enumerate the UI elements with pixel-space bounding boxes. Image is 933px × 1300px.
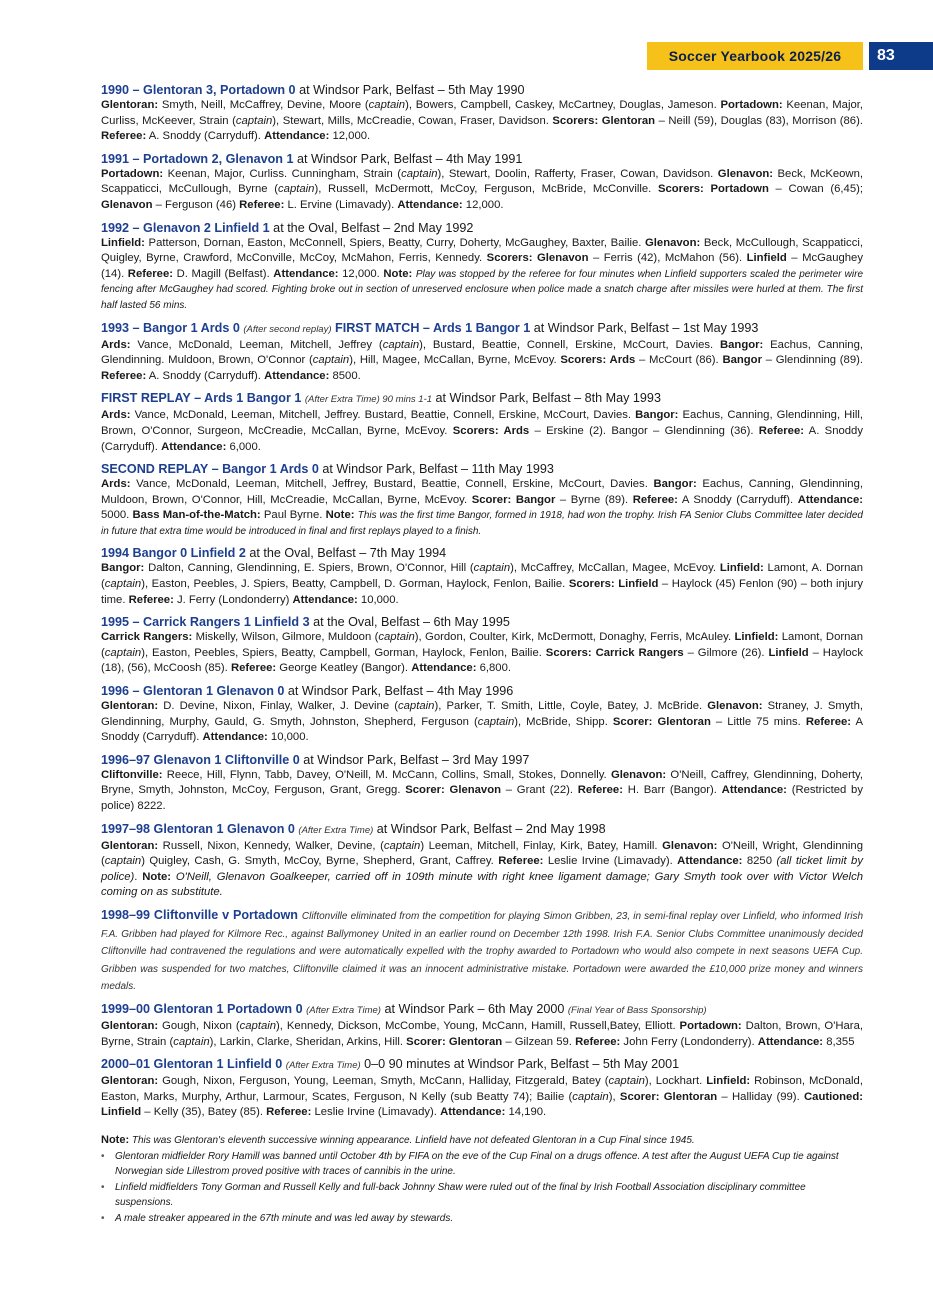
notes-section xyxy=(101,1133,863,1226)
detail-label: Attendance: xyxy=(440,1106,506,1119)
detail-text: Beck, McKeown, Scappaticci, McCullough, Byrne ( xyxy=(101,167,864,196)
detail-italic: captain xyxy=(312,354,350,367)
detail-italic: captain xyxy=(398,700,435,713)
detail-text: Vance, McDonald, Leeman, Mitchell, Jeffrey, Bustard, Beattie, Connell, Erskine, McCourt, Davies. xyxy=(130,478,654,491)
detail-label: Portadown: xyxy=(101,167,164,180)
detail-label: Attendance: xyxy=(161,440,227,453)
detail-label: Attendance: xyxy=(721,784,787,797)
detail-italic: captain xyxy=(608,1075,645,1088)
detail-label: Referee: xyxy=(577,784,623,797)
entry-heading xyxy=(101,1056,863,1074)
detail-label: Scorer: Bangor xyxy=(471,493,556,506)
detail-italic: O'Neill, Glenavon Goalkeeper, carried off in 109th minute with right knee ligament damage; Gary Smyth took over with Victor Welch coming on as substitute. xyxy=(101,870,863,899)
heading-text: at Windsor Park, Belfast – 4th May 1991 xyxy=(293,151,523,166)
entry-heading xyxy=(101,151,863,167)
match-result: 1997–98 Glentoran 1 Glenavon 0 xyxy=(101,821,295,836)
detail-text: – Gilmore (26). xyxy=(683,646,769,659)
entry-heading xyxy=(101,752,863,768)
detail-italic: captain xyxy=(383,839,421,852)
detail-text: (Restricted by police) 8222. xyxy=(101,784,863,812)
detail-text: Robinson, McDonald, Easton, Marks, Murphy, Arthur, Larmour, Scates, Ferguson, N Kelly (sub Beatty 74); Bailie ( xyxy=(101,1075,863,1103)
detail-text: 12,000. xyxy=(338,267,384,280)
entry-heading xyxy=(101,907,863,995)
entry-details xyxy=(101,236,863,314)
detail-text: – Halliday (99). xyxy=(717,1090,804,1103)
heading-note: (After Extra Time) xyxy=(298,824,374,836)
entry-details xyxy=(101,98,863,145)
detail-text: George Keatley (Bangor). xyxy=(276,662,412,675)
detail-label: Referee: xyxy=(239,198,285,211)
detail-text: Reece, Hill, Flynn, Tabb, Davey, O'Neill, M. McCann, Collins, Small, Stokes, Donnelly. xyxy=(162,768,611,781)
heading-text: at Windsor Park, Belfast – 4th May 1996 xyxy=(284,684,514,699)
detail-text: – Neill (59), Douglas (83), Morrison (86). xyxy=(655,114,863,127)
detail-label: Ards: xyxy=(101,409,131,422)
detail-text: Leslie Irvine (Limavady). xyxy=(543,855,678,868)
detail-label: Ards: xyxy=(101,338,131,351)
detail-text: ), Stewart, Doolin, Rafferty, Fraser, Cowan, Davidson. xyxy=(437,167,718,180)
detail-text: John Ferry (Londonderry). xyxy=(620,1035,758,1048)
detail-label: Bangor: xyxy=(635,409,679,422)
detail-label: Linfield: xyxy=(734,631,779,644)
detail-label: Note: xyxy=(325,509,355,522)
heading-note: (After Extra Time) xyxy=(285,1060,361,1072)
detail-text: Keenan, Major, Curliss, McKeever, Strain ( xyxy=(101,99,864,127)
detail-italic: captain xyxy=(572,1090,609,1103)
match-result: 1999–00 Glentoran 1 Portadown 0 xyxy=(101,1001,303,1016)
detail-text: Vance, McDonald, Leeman, Mitchell, Jeffrey. Bustard, Beattie, Connell, Erskine, McCourt, Davies. xyxy=(130,409,636,422)
detail-text: J. Ferry (Londonderry) xyxy=(173,593,293,606)
detail-text: A. Snoddy (Carryduff). xyxy=(146,369,265,382)
entry-heading xyxy=(101,82,863,98)
detail-text: ), Parker, T. Smith, Little, Coyle, Batey, J. McBride. xyxy=(434,700,708,713)
match-result: 1993 – Bangor 1 Ards 0 xyxy=(101,320,240,335)
detail-text: Patterson, Dornan, Easton, McConnell, Spiers, Beatty, Curry, Doherty, McGaughey, Baxter, Bailie. xyxy=(144,236,645,249)
detail-text: – Haylock (18), (56), McCoosh (85). xyxy=(101,646,863,675)
detail-text: Lamont, A. Dornan ( xyxy=(101,562,864,591)
detail-label: Attendance: xyxy=(397,198,463,211)
entry-heading xyxy=(101,1001,863,1019)
detail-label: Linfield: xyxy=(706,1075,751,1088)
note-text: This was Glentoran's eleventh successive winning appearance. Linfield have not defeated Glentoran in a Cup Final since 1945. xyxy=(131,1134,695,1146)
heading-note: (After Extra Time) xyxy=(306,1004,381,1016)
detail-label: Bangor: xyxy=(653,478,697,491)
detail-label: Referee: xyxy=(128,593,174,606)
entry-details xyxy=(101,338,863,385)
detail-italic: captain xyxy=(477,715,515,728)
detail-text: Beck, McCullough, Scappaticci, Quigley, Byrne, Crawford, McConville, McCoy, McMahon, Ferris, Kennedy. xyxy=(101,236,863,265)
cup-final-entries xyxy=(101,82,863,1121)
detail-italic: (all ticket limit by police) xyxy=(101,855,863,883)
match-result: 1996 – Glentoran 1 Glenavon 0 xyxy=(101,684,285,699)
detail-text: ), xyxy=(608,1090,620,1103)
header-title: Soccer Yearbook 2025/26 xyxy=(647,42,863,70)
heading-note: (After second replay) xyxy=(243,323,332,335)
detail-italic: captain xyxy=(235,114,273,127)
detail-text: – Kelly (35), Batey (85). xyxy=(141,1106,267,1119)
detail-text: Lamont, Dornan ( xyxy=(101,631,863,659)
detail-note: Play was stopped by the referee for four minutes when Linfield supporters scaled the perimeter wire fencing after McGaughey had scored. Fighting broke out in section of unreserved enclosure when police made a snatch charge after missiles were hurled at them. The first half lasted 56 mins. xyxy=(101,268,864,311)
match-result: 2000–01 Glentoran 1 Linfield 0 xyxy=(101,1057,283,1072)
detail-text: A Snoddy (Carryduff). xyxy=(101,715,864,744)
cup-final-entry xyxy=(101,82,863,145)
match-result: FIRST MATCH – Ards 1 Bangor 1 xyxy=(335,320,531,335)
entry-details xyxy=(101,477,863,539)
detail-label: Referee: xyxy=(805,715,852,728)
detail-label: Referee: xyxy=(101,369,147,382)
detail-text: Dalton, Canning, Glendinning, E. Spiers, Brown, O'Connor, Hill ( xyxy=(144,562,474,575)
heading-text: at Windsor Park, Belfast – 5th May 1990 xyxy=(295,83,525,97)
detail-label: Ards: xyxy=(101,478,131,491)
detail-text: Gough, Nixon, Ferguson, Young, Leeman, Smyth, McCann, Halliday, Fitzgerald, Batey ( xyxy=(158,1075,609,1088)
detail-text: ) Leeman, Mitchell, Finlay, Kirk, Batey, Hamill. xyxy=(420,839,663,852)
detail-text: – Glendinning (89). xyxy=(761,354,863,367)
detail-text: ), Easton, Peebles, Spiers, Beatty, Campbell, Gorman, Haylock, Fenlon, Bailie. xyxy=(141,646,546,659)
detail-label: Linfield xyxy=(746,252,787,265)
detail-italic: captain xyxy=(239,1019,277,1032)
detail-label: Bass Man-of-the-Match: xyxy=(132,509,261,522)
cup-final-entry xyxy=(101,821,863,901)
heading-note: Cliftonville eliminated from the competition for playing Simon Gribben, 23, in semi-final replay over Linfield, who informed Irish F.A. Gribben had played for Kilmore Rec., against Ballymoney United in an earlier round on December 12th 1998. Irish F.A. Senior Clubs Committee unanimously decided Cliftonville had contravened the regulations and were automatically expelled with the trophy awarded to Portadown who would also compete in next seasons UEFA Cup. Gribben was suspended for two matches, Cliftonville claimed it was an innocent administrative mistake. Portadown were awarded the £10,000 prize money and winners medals. xyxy=(101,910,864,993)
detail-label: Glenavon: xyxy=(645,236,701,249)
entry-details xyxy=(101,839,863,901)
detail-text: ), Russell, McDermott, McCoy, Ferguson, McBride, McConville. xyxy=(314,183,658,196)
heading-text: at the Oval, Belfast – 6th May 1995 xyxy=(309,615,510,630)
detail-label: Attendance: xyxy=(797,493,864,506)
cup-final-entry xyxy=(101,390,863,455)
detail-label: Glenavon: xyxy=(707,700,763,713)
detail-text: – Cowan (6,45); xyxy=(768,183,864,196)
heading-text: at Windsor Park, Belfast – 11th May 1993 xyxy=(318,462,554,477)
main-content xyxy=(101,82,863,1227)
match-result: 1994 Bangor 0 Linfield 2 xyxy=(101,546,246,561)
detail-label: Glentoran: xyxy=(101,839,159,852)
entry-heading xyxy=(101,461,863,477)
detail-text: A. Snoddy (Carryduff). xyxy=(101,424,863,453)
detail-italic: captain xyxy=(278,183,315,196)
detail-label: Scorers: Ards xyxy=(560,354,636,367)
detail-text: ), McBride, Shipp. xyxy=(514,715,613,728)
entry-heading xyxy=(101,545,863,561)
detail-text: 8500. xyxy=(329,369,361,382)
match-result: SECOND REPLAY – Bangor 1 Ards 0 xyxy=(101,462,319,477)
detail-text: Gough, Nixon ( xyxy=(158,1019,240,1032)
detail-label: Bangor xyxy=(722,354,762,367)
entry-heading xyxy=(101,320,863,338)
detail-label: Glenavon xyxy=(101,198,153,211)
detail-text: ), Larkin, Clarke, Sheridan, Arkins, Hill. xyxy=(209,1035,407,1048)
match-result: 1995 – Carrick Rangers 1 Linfield 3 xyxy=(101,615,310,630)
detail-text: ), Easton, Peebles, J. Spiers, Beatty, Campbell, D. Gorman, Haylock, Fenlon, Bailie. xyxy=(141,578,569,591)
detail-text: L. Ervine (Limavady). xyxy=(284,198,398,211)
detail-label: Referee: xyxy=(498,855,544,868)
detail-label: Glentoran: xyxy=(101,1019,159,1032)
detail-text: Paul Byrne. xyxy=(260,509,326,522)
detail-text: D. Magill (Belfast). xyxy=(173,267,274,280)
detail-text: 12,000. xyxy=(462,198,504,211)
detail-text: Russell, Nixon, Kennedy, Walker, Devine, ( xyxy=(158,839,384,852)
match-result: 1992 – Glenavon 2 Linfield 1 xyxy=(101,220,270,235)
detail-label: Referee: xyxy=(632,493,678,506)
detail-label: Referee: xyxy=(575,1035,621,1048)
detail-text: ), McCaffrey, McCallan, Magee, McEvoy. xyxy=(510,562,720,575)
detail-label: Bangor: xyxy=(101,562,145,575)
detail-label: Portadown: xyxy=(679,1019,742,1032)
detail-label: Bangor: xyxy=(719,338,764,351)
detail-note: This was the first time Bangor, formed in 1918, had won the trophy. Irish FA Senior Clubs Committee later decided in future that extra time would be introduced in final and first replays played to a finish. xyxy=(101,510,863,537)
entry-heading xyxy=(101,390,863,408)
detail-label: Attendance: xyxy=(411,662,477,675)
cup-final-entry xyxy=(101,220,863,314)
heading-text: at Windsor Park, Belfast – 3rd May 1997 xyxy=(299,752,530,767)
detail-text: – Haylock (45) Fenlon (90) – both injury time. xyxy=(101,578,864,606)
detail-label: Attendance: xyxy=(273,267,339,280)
detail-text: ), Lockhart. xyxy=(644,1075,707,1088)
detail-label: Scorers: Linfield xyxy=(568,578,659,591)
note-bullet: • Linfield midfielders Tony Gorman and Russell Kelly and full-back Johnny Shaw were ruled out of the final by Irish Football Association disciplinary committee suspensions. xyxy=(101,1180,863,1210)
detail-label: Cautioned: Linfield xyxy=(101,1090,863,1119)
detail-text: 6,800. xyxy=(476,662,512,675)
detail-text: – McCourt (86). xyxy=(635,354,723,367)
detail-text: Dalton, Brown, O'Hara, Byrne, Strain ( xyxy=(101,1019,863,1048)
detail-text: ) Quigley, Cash, G. Smyth, McCoy, Byrne, Shepherd, Grant, Caffrey. xyxy=(141,855,499,868)
match-result: 1990 – Glentoran 3, Portadown 0 xyxy=(101,83,296,97)
detail-text: – Gilzean 59. xyxy=(502,1035,576,1048)
heading-text: at Windsor Park, Belfast – 2nd May 1998 xyxy=(373,821,606,836)
detail-text: H. Barr (Bangor). xyxy=(622,784,722,797)
detail-label: Linfield xyxy=(768,646,809,659)
detail-label: Referee: xyxy=(127,267,174,280)
detail-label: Referee: xyxy=(758,424,804,437)
page-header xyxy=(647,42,933,70)
entry-heading xyxy=(101,220,863,236)
detail-label: Portadown: xyxy=(720,99,783,111)
detail-text: 10,000. xyxy=(357,593,399,606)
detail-text: Eachus, Canning, Glendinning, Hill, Brown, O'Connor, Surgeon, McCreadie, McCallan, Byrne, McEvoy. xyxy=(101,409,863,437)
detail-label: Referee: xyxy=(230,662,277,675)
cup-final-entry xyxy=(101,320,863,385)
detail-text: O'Neill, Caffrey, Glendinning, Doherty, Bryne, Smyth, Johnston, McCoy, Ferguson, Grant, Gregg. xyxy=(101,768,863,797)
note-label: Note: xyxy=(101,1133,130,1146)
detail-text: ), Stewart, Mills, McCreadie, Cowan, Fraser, Davidson. xyxy=(272,114,553,127)
detail-text: – Ferguson (46) xyxy=(152,198,240,211)
detail-text: ), Bowers, Campbell, Caskey, McCartney, Douglas, Jameson. xyxy=(405,99,721,111)
detail-label: Scorer: Glentoran xyxy=(406,1035,503,1048)
detail-text: . xyxy=(134,870,143,883)
detail-italic: captain xyxy=(401,167,438,180)
page-number: 83 xyxy=(869,42,933,70)
detail-italic: captain xyxy=(378,631,415,644)
entry-details xyxy=(101,768,863,815)
heading-text: at Windsor Park, Belfast – 8th May 1993 xyxy=(432,391,661,406)
detail-label: Attendance: xyxy=(292,593,358,606)
detail-label: Referee: xyxy=(266,1106,312,1119)
detail-text: Eachus, Canning, Glendinning, Muldoon, Brown, O'Connor, Hill, McCreadie, McCallan, Byrne, McEvoy. xyxy=(101,478,863,506)
detail-text: ), Kennedy, Dickson, McCombe, Young, McCann, Hamill, Russell,Batey, Elliott. xyxy=(276,1019,680,1032)
detail-label: Note: xyxy=(383,267,413,280)
detail-text: 14,190. xyxy=(505,1106,547,1119)
detail-label: Note: xyxy=(142,870,172,883)
detail-text: – Grant (22). xyxy=(501,784,578,797)
detail-label: Carrick Rangers: xyxy=(101,631,193,644)
cup-final-entry xyxy=(101,907,863,995)
cup-final-entry xyxy=(101,752,863,815)
detail-label: Scorer: Glentoran xyxy=(612,715,711,728)
entry-details xyxy=(101,699,863,746)
cup-final-entry xyxy=(101,1056,863,1121)
entry-details xyxy=(101,1074,863,1121)
detail-text: Smyth, Neill, McCaffrey, Devine, Moore ( xyxy=(158,99,369,111)
heading-text: at the Oval, Belfast – 7th May 1994 xyxy=(245,546,447,561)
cup-final-entry xyxy=(101,683,863,746)
detail-text: – Ferris (42), McMahon (56). xyxy=(588,252,747,265)
detail-text: Miskelly, Wilson, Gilmore, Muldoon ( xyxy=(192,631,379,644)
detail-text: 8,355 xyxy=(823,1035,855,1048)
detail-text: – Erskine (2). Bangor – Glendinning (36). xyxy=(529,424,759,437)
detail-text: A. Snoddy (Carryduff). xyxy=(146,130,265,143)
detail-label: Scorers: Carrick Rangers xyxy=(545,646,684,659)
cup-final-entry xyxy=(101,545,863,608)
detail-text: A Snoddy (Carryduff). xyxy=(677,493,798,506)
detail-text: – Byrne (89). xyxy=(555,493,633,506)
detail-label: Glenavon: xyxy=(610,768,667,781)
detail-italic: captain xyxy=(173,1035,210,1048)
note-bullet: • Glentoran midfielder Rory Hamill was banned until October 4th by FIFA on the eve of the Cup Final on a drugs offence. A test after the August UEFA Cup tie against Norwegian side Lillestrom proved positive with traces of cannibis in the urine. xyxy=(101,1149,863,1179)
cup-final-entry xyxy=(101,151,863,214)
detail-label: Attendance: xyxy=(264,369,330,382)
cup-final-entry xyxy=(101,461,863,539)
detail-label: Attendance: xyxy=(677,855,743,868)
detail-text: ), Bustard, Beattie, Connell, Erskine, McCourt, Davies. xyxy=(419,338,720,351)
detail-label: Attendance: xyxy=(757,1035,824,1048)
entry-details xyxy=(101,167,863,214)
entry-details xyxy=(101,561,863,608)
detail-label: Scorers: Portadown xyxy=(657,183,769,196)
heading-note: (After Extra Time) 90 mins 1-1 xyxy=(304,394,433,406)
match-result: FIRST REPLAY – Ards 1 Bangor 1 xyxy=(101,391,302,406)
detail-italic: captain xyxy=(473,562,511,575)
note-line xyxy=(101,1133,863,1148)
notes-list xyxy=(101,1149,863,1226)
entry-heading xyxy=(101,614,863,630)
detail-italic: captain xyxy=(368,99,406,111)
detail-text: ), Gordon, Coulter, Kirk, McDermott, Donaghy, Ferris, McAuley. xyxy=(414,631,735,644)
detail-label: Referee: xyxy=(101,130,147,143)
detail-italic: captain xyxy=(104,855,142,868)
detail-label: Scorer: Glenavon xyxy=(405,784,502,797)
detail-text: 5000. xyxy=(101,509,133,522)
detail-label: Glentoran: xyxy=(101,700,159,713)
detail-text: O'Neill, Wright, Glendinning ( xyxy=(101,839,863,868)
detail-label: Scorer: Glentoran xyxy=(619,1090,718,1103)
heading-text: 0–0 90 minutes at Windsor Park, Belfast – 5th May 2001 xyxy=(360,1057,680,1072)
entry-details xyxy=(101,408,863,455)
detail-label: Linfield: xyxy=(101,236,145,249)
detail-text: Leslie Irvine (Limavady). xyxy=(311,1106,441,1119)
heading-note: (Final Year of Bass Sponsorship) xyxy=(567,1004,707,1016)
detail-text: ), Hill, Magee, McCallan, Byrne, McEvoy. xyxy=(349,354,561,367)
note-bullet: • A male streaker appeared in the 67th minute and was led away by stewards. xyxy=(101,1211,863,1226)
heading-text: at the Oval, Belfast – 2nd May 1992 xyxy=(269,220,474,235)
detail-text: D. Devine, Nixon, Finlay, Walker, J. Devine ( xyxy=(158,700,398,713)
detail-italic: captain xyxy=(382,338,420,351)
detail-label: Glenavon: xyxy=(662,839,718,852)
entry-details xyxy=(101,630,863,677)
detail-label: Linfield: xyxy=(719,562,764,575)
entry-heading xyxy=(101,683,863,699)
detail-label: Attendance: xyxy=(264,130,330,143)
detail-text: 12,000. xyxy=(329,130,371,143)
detail-label: Attendance: xyxy=(202,731,268,744)
match-result: 1996–97 Glenavon 1 Cliftonville 0 xyxy=(101,752,300,767)
detail-text: 8250 xyxy=(742,855,777,868)
detail-label: Glentoran: xyxy=(101,99,159,111)
cup-final-entry xyxy=(101,614,863,677)
detail-label: Glenavon: xyxy=(717,167,774,180)
detail-text: Eachus, Canning, Glendinning. Muldoon, Brown, O'Connor ( xyxy=(101,338,864,367)
detail-text: 6,000. xyxy=(226,440,261,453)
detail-label: Cliftonville: xyxy=(101,768,163,781)
entry-details xyxy=(101,1019,863,1050)
detail-text: 10,000. xyxy=(267,731,309,744)
cup-final-entry xyxy=(101,1001,863,1050)
detail-text: – Little 75 mins. xyxy=(710,715,806,728)
detail-label: Scorers: Glentoran xyxy=(552,114,656,127)
detail-text: Keenan, Major, Curliss. Cunningham, Strain ( xyxy=(163,167,402,180)
detail-italic: captain xyxy=(104,578,142,591)
match-result: 1998–99 Cliftonville v Portadown xyxy=(101,907,299,922)
detail-label: Scorers: Glenavon xyxy=(486,252,589,265)
entry-heading xyxy=(101,821,863,839)
detail-label: Glentoran: xyxy=(101,1075,159,1088)
detail-italic: captain xyxy=(104,646,142,659)
heading-text: at Windsor Park, Belfast – 1st May 1993 xyxy=(530,320,759,335)
match-result: 1991 – Portadown 2, Glenavon 1 xyxy=(101,151,294,166)
detail-label: Scorers: Ards xyxy=(452,424,530,437)
heading-text: at Windsor Park – 6th May 2000 xyxy=(380,1001,568,1016)
detail-text: – McGaughey (14). xyxy=(101,252,863,280)
detail-text: Vance, McDonald, Leeman, Mitchell, Jeffrey ( xyxy=(130,338,383,351)
detail-text: Straney, J. Smyth, Glendinning, Murphy, Gauld, G. Smyth, Johnston, Shepherd, Ferguson ( xyxy=(101,700,863,728)
